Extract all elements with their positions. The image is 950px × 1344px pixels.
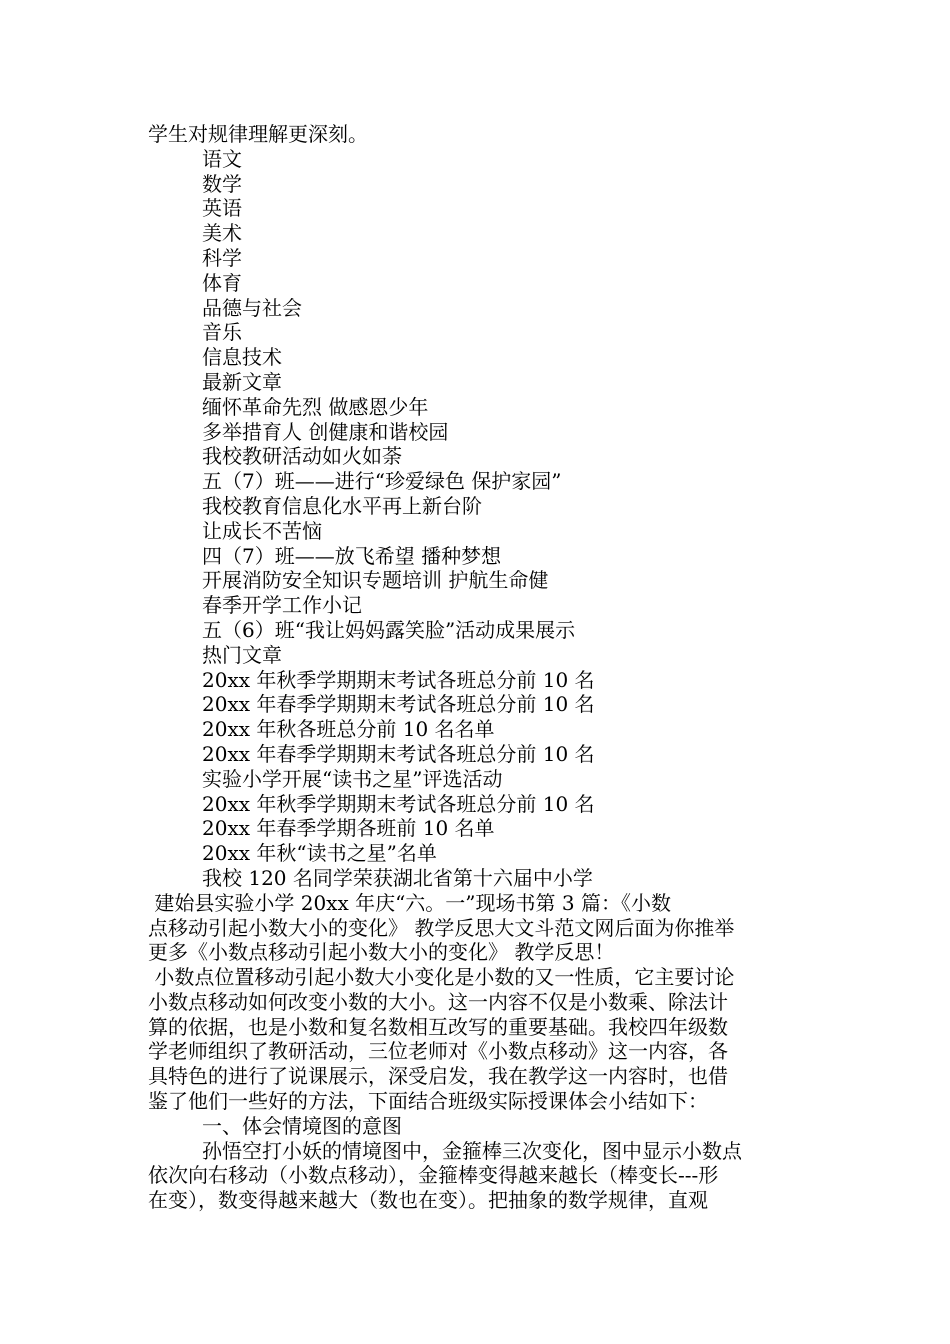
popular-article-link[interactable]: 20xx 年秋“读书之星”名单 bbox=[202, 841, 437, 866]
article-intro-line: 点移动引起小数大小的变化》 教学反思大文斗范文网后面为你推举 bbox=[148, 915, 735, 940]
section-1-line: 在变），数变得越来越大（数也在变）。把抽象的数学规律，直观 bbox=[148, 1188, 708, 1213]
popular-articles bbox=[148, 643, 808, 891]
latest-article-link[interactable]: 让成长不苦恼 bbox=[202, 518, 322, 543]
popular-article-link[interactable]: 20xx 年秋各班总分前 10 名名单 bbox=[202, 717, 495, 742]
latest-article-link[interactable]: 我校教育信息化水平再上新台阶 bbox=[202, 493, 482, 518]
latest-article-link[interactable]: 五（6）班“我让妈妈露笑脸”活动成果展示 bbox=[202, 617, 576, 642]
popular-article-link[interactable]: 20xx 年春季学期各班前 10 名单 bbox=[202, 816, 495, 841]
latest-articles bbox=[148, 370, 808, 643]
latest-article-link[interactable]: 四（7）班——放飞希望 播种梦想 bbox=[202, 543, 502, 568]
section-1-title: 一、体会情境图的意图 bbox=[202, 1113, 402, 1138]
main-paragraph-line: 算的依据，也是小数和复名数相互改写的重要基础。我校四年级数 bbox=[148, 1014, 728, 1039]
subject-nav-item[interactable]: 科学 bbox=[202, 245, 242, 270]
popular-article-link[interactable]: 20xx 年春季学期期末考试各班总分前 10 名 bbox=[202, 741, 595, 766]
latest-article-link[interactable]: 五（7）班——进行“珍爱绿色 保护家园” bbox=[202, 469, 562, 494]
latest-article-link[interactable]: 开展消防安全知识专题培训 护航生命健 bbox=[202, 568, 549, 593]
main-paragraph-line: 鉴了他们一些好的方法，下面结合班级实际授课体会小结如下： bbox=[148, 1089, 708, 1114]
section-1-line: 依次向右移动（小数点移动），金箍棒变得越来越长（棒变长---形 bbox=[148, 1163, 719, 1188]
article-intro-line: 更多《小数点移动引起小数大小的变化》 教学反思！ bbox=[148, 940, 615, 965]
latest-article-link[interactable]: 春季开学工作小记 bbox=[202, 593, 362, 618]
main-paragraph-line: 具特色的进行了说课展示，深受启发，我在教学这一内容时，也借 bbox=[148, 1064, 728, 1089]
document-body bbox=[148, 122, 808, 1213]
latest-articles-heading: 最新文章 bbox=[202, 369, 282, 394]
subject-nav-item[interactable]: 品德与社会 bbox=[202, 295, 302, 320]
latest-article-link[interactable]: 缅怀革命先烈 做感恩少年 bbox=[202, 394, 429, 419]
section-1-paragraph bbox=[148, 1139, 808, 1213]
main-paragraph bbox=[148, 965, 808, 1114]
latest-article-link[interactable]: 我校教研活动如火如荼 bbox=[202, 444, 402, 469]
main-paragraph-line: 学老师组织了教研活动，三位老师对《小数点移动》这一内容，各 bbox=[148, 1039, 728, 1064]
main-paragraph-line: 小数点移动如何改变小数的大小。这一内容不仅是小数乘、除法计 bbox=[148, 989, 728, 1014]
subject-nav-item[interactable]: 英语 bbox=[202, 196, 242, 221]
popular-article-link[interactable]: 20xx 年秋季学期期末考试各班总分前 10 名 bbox=[202, 667, 595, 692]
subject-nav-item[interactable]: 体育 bbox=[202, 270, 242, 295]
popular-article-link[interactable]: 实验小学开展“读书之星”评选活动 bbox=[202, 766, 503, 791]
subject-nav-item[interactable]: 语文 bbox=[202, 146, 242, 171]
latest-article-link[interactable]: 多举措育人 创健康和谐校园 bbox=[202, 419, 449, 444]
popular-article-link[interactable]: 20xx 年春季学期期末考试各班总分前 10 名 bbox=[202, 692, 595, 717]
article-intro-paragraph bbox=[148, 891, 808, 965]
subject-nav-item[interactable]: 数学 bbox=[202, 171, 242, 196]
section-1-line: 孙悟空打小妖的情境图中，金箍棒三次变化，图中显示小数点 bbox=[202, 1138, 742, 1163]
subject-nav-item[interactable]: 音乐 bbox=[202, 320, 242, 345]
main-paragraph-line: 小数点位置移动引起小数大小变化是小数的又一性质，它主要讨论 bbox=[148, 965, 735, 990]
popular-article-link[interactable]: 20xx 年秋季学期期末考试各班总分前 10 名 bbox=[202, 791, 595, 816]
subject-nav-item[interactable]: 美术 bbox=[202, 221, 242, 246]
intro-line: 学生对规律理解更深刻。 bbox=[148, 122, 368, 146]
popular-articles-heading: 热门文章 bbox=[202, 642, 282, 667]
article-intro-line: 建始县实验小学 20xx 年庆“六。一”现场书第 3 篇：《小数 bbox=[148, 890, 671, 915]
subject-nav-list bbox=[148, 147, 808, 370]
popular-article-link[interactable]: 我校 120 名同学荣获湖北省第十六届中小学 bbox=[202, 865, 593, 890]
subject-nav-item[interactable]: 信息技术 bbox=[202, 345, 282, 370]
